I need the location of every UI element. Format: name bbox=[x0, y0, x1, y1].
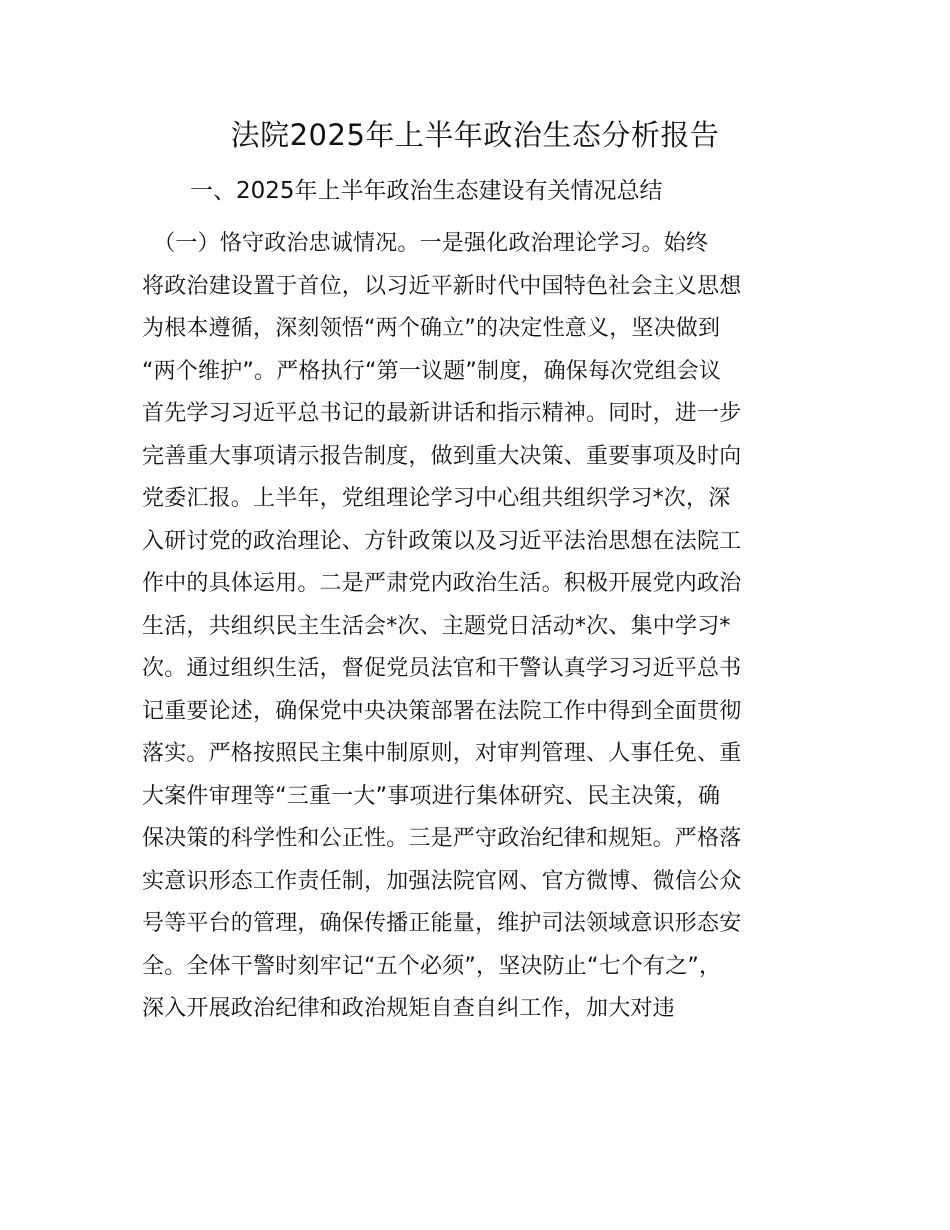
body-line: 作中的具体运用。二是严肃党内政治生活。积极开展党内政治 bbox=[142, 571, 742, 596]
document-title: 法院2025年上半年政治生态分析报告 bbox=[230, 118, 720, 152]
body-line: 号等平台的管理，确保传播正能量，维护司法领域意识形态安 bbox=[142, 911, 742, 936]
body-line: 全。全体干警时刻牢记“五个必须”，坚决防止“七个有之”， bbox=[142, 953, 722, 979]
body-line: （一）恪守政治忠诚情况。一是强化政治理论学习。始终 bbox=[142, 231, 709, 256]
body-line: 党委汇报。上半年，党组理论学习中心组共组织学习*次，深 bbox=[142, 486, 731, 511]
body-line: 落实。严格按照民主集中制原则，对审判管理、人事任免、重 bbox=[142, 741, 742, 766]
body-line: 大案件审理等“三重一大”事项进行集体研究、民主决策，确 bbox=[142, 783, 721, 809]
body-line: “两个维护”。严格执行“第一议题”制度，确保每次党组会议 bbox=[142, 358, 722, 384]
body-line: 将政治建设置于首位，以习近平新时代中国特色社会主义思想 bbox=[142, 273, 742, 299]
body-text bbox=[142, 223, 822, 1031]
body-line: 记重要论述，确保党中央决策部署在法院工作中得到全面贯彻 bbox=[142, 698, 742, 724]
body-line: 完善重大事项请示报告制度，做到重大决策、重要事项及时向 bbox=[142, 443, 742, 469]
body-line: 生活，共组织民主生活会*次、主题党日活动*次、集中学习* bbox=[142, 613, 731, 639]
body-line: 为根本遵循，深刻领悟“两个确立”的决定性意义，坚决做到 bbox=[142, 316, 721, 341]
section-heading: 一、2025年上半年政治生态建设有关情况总结 bbox=[190, 178, 663, 204]
body-line: 实意识形态工作责任制，加强法院官网、官方微博、微信公众 bbox=[142, 868, 742, 894]
body-line: 次。通过组织生活，督促党员法官和干警认真学习习近平总书 bbox=[142, 656, 742, 681]
body-line: 首先学习习近平总书记的最新讲话和指示精神。同时，进一步 bbox=[142, 401, 742, 426]
body-line: 深入开展政治纪律和政治规矩自查自纠工作，加大对违 bbox=[142, 996, 675, 1021]
body-line: 保决策的科学性和公正性。三是严守政治纪律和规矩。严格落 bbox=[142, 826, 742, 851]
body-line: 入研讨党的政治理论、方针政策以及习近平法治思想在法院工 bbox=[142, 528, 742, 554]
